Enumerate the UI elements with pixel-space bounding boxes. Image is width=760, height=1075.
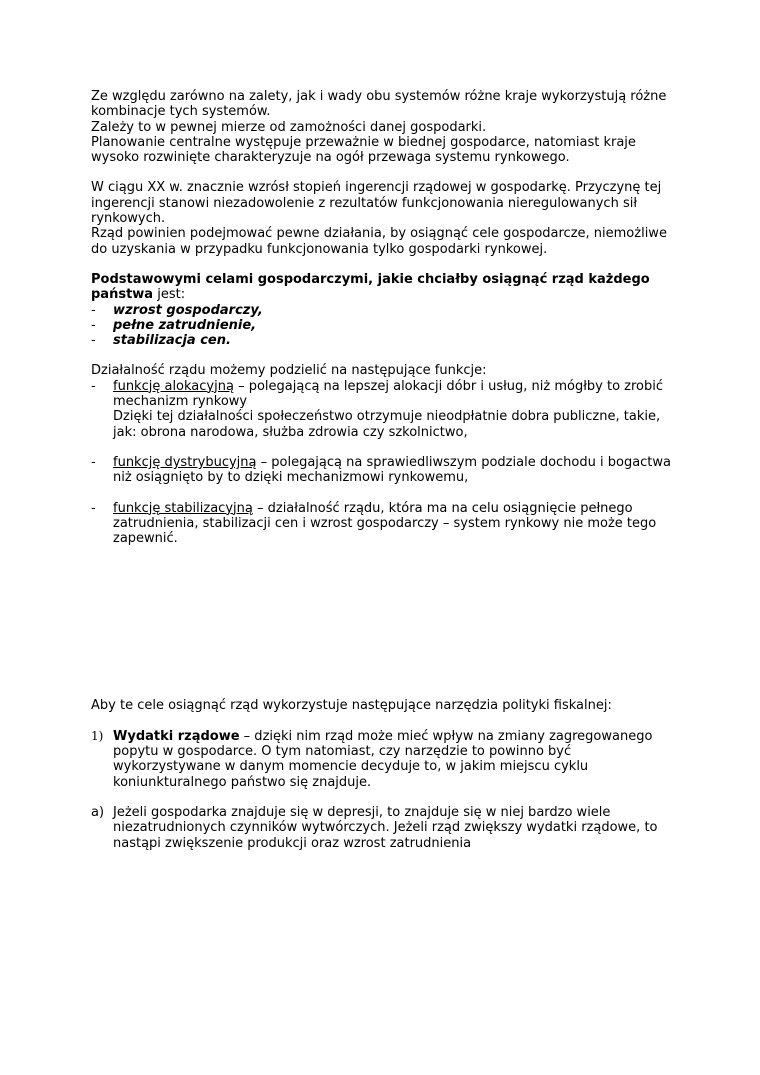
function-description: – polegającą na sprawiedliwszym podziale dochodu i bogactwa niż osiągnięto by to dzięki mechanizmowi rynkowemu, bbox=[113, 454, 671, 486]
function-description: – polegającą na lepszej alokacji dóbr i usług, niż mógłby to zrobić mechanizm rynkowy bbox=[113, 378, 664, 410]
functions-intro: Działalność rządu możemy podzielić na następujące funkcje: bbox=[91, 363, 487, 379]
list-dash: - bbox=[91, 333, 96, 349]
function-name: funkcję stabilizacyjną bbox=[113, 500, 253, 516]
spacer bbox=[91, 257, 680, 272]
function-item-body bbox=[113, 455, 680, 486]
function-item-body bbox=[113, 379, 680, 440]
goal-item-text: stabilizacja cen. bbox=[113, 333, 231, 349]
spacer bbox=[91, 348, 680, 363]
spacer bbox=[91, 790, 680, 805]
goal-item bbox=[91, 333, 680, 348]
fiscal-tool-body bbox=[113, 729, 680, 790]
goal-item-text: pełne zatrudnienie, bbox=[113, 317, 257, 333]
intro-paragraph-1: Ze względu zarówno na zalety, jak i wady obu systemów różne kraje wykorzystują różne kombinacje tych systemów. bbox=[91, 89, 667, 120]
list-dash: - bbox=[91, 454, 96, 470]
intro-paragraph-3: Planowanie centralne występuje przeważnie w biednej gospodarce, natomiast kraje wysoko rozwinięte charakteryzuje na ogół przewaga systemu rynkowego. bbox=[91, 134, 636, 166]
goals-heading-rest: jest: bbox=[153, 287, 186, 303]
spacer bbox=[91, 165, 680, 180]
list-dash: - bbox=[91, 500, 96, 516]
goal-item bbox=[91, 303, 680, 318]
function-item bbox=[91, 501, 680, 547]
fiscal-subitem-text: Jeżeli gospodarka znajduje się w depresji, to znajduje się w niej bardzo wiele niezatrudnionych czynników wytwórczych. Jeżeli rząd zwiększy wydatki rządowe, to nastąpi zwiększenie produkcji oraz wzrost zatrudnienia bbox=[113, 804, 658, 851]
intro-paragraph-2: Zależy to w pewnej mierze od zamożności danej gospodarki. bbox=[91, 119, 487, 135]
list-dash: - bbox=[91, 302, 96, 318]
function-item bbox=[91, 455, 680, 486]
function-item-body bbox=[113, 501, 680, 547]
function-name: funkcję alokacyjną bbox=[113, 378, 234, 394]
function-extra: Dzięki tej działalności społeczeństwo otrzymuje nieodpłatnie dobra publiczne, takie, jak: obrona narodowa, służba zdrowia czy szkolnictwo, bbox=[113, 409, 661, 440]
function-description: – działalność rządu, która ma na celu osiągnięcie pełnego zatrudnienia, stabilizacji cen i wzrost gospodarczy – system rynkowy nie może tego zapewnić. bbox=[113, 500, 657, 547]
goal-item bbox=[91, 318, 680, 333]
fiscal-intro: Aby te cele osiągnąć rząd wykorzystuje następujące narzędzia polityki fiskalnej: bbox=[91, 698, 612, 714]
list-letter: a) bbox=[91, 804, 105, 820]
interventionism-paragraph-1: W ciągu XX w. znacznie wzrósł stopień ingerencji rządowej w gospodarkę. Przyczynę tej ingerencji stanowi niezadowolenie z rezultatów funkcjonowania nieregulowanych sił rynkowych. bbox=[91, 180, 662, 227]
spacer bbox=[91, 486, 680, 501]
goals-heading-bold: Podstawowymi celami gospodarczymi, jakie chciałby osiągnąć rząd każdego państwa bbox=[91, 271, 650, 303]
goal-item-text: wzrost gospodarczy, bbox=[113, 302, 263, 318]
function-name: funkcję dystrybucyjną bbox=[113, 454, 257, 470]
page-break-space bbox=[91, 546, 680, 698]
interventionism-paragraph-2: Rząd powinien podejmować pewne działania, by osiągnąć cele gospodarcze, niemożliwe do uzyskania w przypadku funkcjonowania tylko gospodarki rynkowej. bbox=[91, 226, 667, 257]
fiscal-tool-item bbox=[91, 729, 680, 790]
list-dash: - bbox=[91, 378, 96, 394]
spacer bbox=[91, 440, 680, 455]
function-item bbox=[91, 379, 680, 440]
fiscal-subitem bbox=[91, 805, 680, 851]
list-number: 1) bbox=[91, 728, 104, 743]
spacer bbox=[91, 714, 680, 729]
fiscal-tool-name: Wydatki rządowe bbox=[113, 728, 240, 744]
list-dash: - bbox=[91, 317, 96, 333]
fiscal-tool-description: – dzięki nim rząd może mieć wpływ na zmiany zagregowanego popytu w gospodarce. O tym natomiast, czy narzędzie to powinno być wykorzystywane w danym momencie decyduje to, w jakim miejscu cyklu koniunkturalnego państwo się znajduje. bbox=[113, 728, 653, 790]
goals-heading bbox=[91, 272, 680, 303]
